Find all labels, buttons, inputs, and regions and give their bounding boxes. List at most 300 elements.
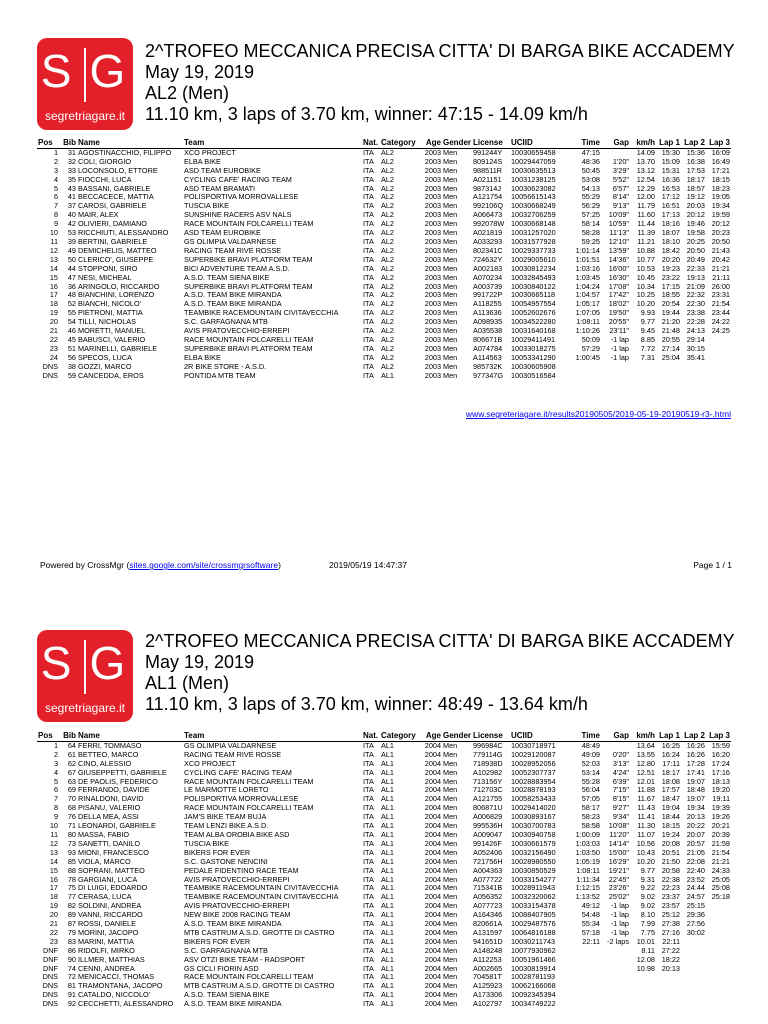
table-cell: DEMICHELIS, MATTEO <box>78 246 157 255</box>
table-cell: 63 <box>67 777 76 786</box>
table-cell: 10029120087 <box>511 750 556 759</box>
table-cell: 17:15 <box>661 282 680 291</box>
table-cell: Men <box>443 229 458 238</box>
table-row <box>37 876 731 885</box>
table-cell: Men <box>443 148 458 157</box>
table-cell: 2004 <box>424 964 441 973</box>
table-cell <box>706 363 731 372</box>
table-cell: 16:51 <box>661 202 680 211</box>
table-cell: ITA <box>363 875 374 884</box>
table-cell: 22:11 <box>582 937 600 946</box>
table-cell: 2003 <box>424 193 441 202</box>
race-title: 2^TROFEO MECCANICA PRECISA CITTA' DI BARGA BIKE ACCADEMY <box>145 631 735 651</box>
table-cell: Men <box>443 804 458 813</box>
table-cell: 10030659458 <box>511 148 556 157</box>
table-cell: 12.51 <box>636 768 655 777</box>
table-cell: 27:16 <box>661 928 680 937</box>
column-header: Lap 1 <box>659 139 680 147</box>
table-cell: TUSCIA BIKE <box>184 839 230 848</box>
table-cell: ASD TEAM EUROBIKE <box>184 229 261 238</box>
table-cell: -1 lap <box>610 344 629 353</box>
table-cell: DNS <box>42 982 58 991</box>
table-row <box>37 956 731 965</box>
table-cell <box>601 991 630 1000</box>
table-cell: 704581T <box>473 973 502 982</box>
table-cell: Men <box>443 309 458 318</box>
column-header: Category <box>381 139 416 147</box>
table-cell: AL1 <box>381 920 394 929</box>
table-cell: 13.70 <box>636 157 655 166</box>
table-cell: Men <box>443 902 458 911</box>
table-cell: 1:10:26 <box>575 327 600 336</box>
table-cell: 8 <box>53 211 58 220</box>
table-cell: 22:32 <box>686 291 705 300</box>
table-cell: 2003 <box>424 273 441 282</box>
table-cell: 29:14 <box>686 335 705 344</box>
table-cell: 1:12:15 <box>575 884 600 893</box>
table-cell: 16 <box>49 875 58 884</box>
table-cell: XCO PROJECT <box>184 148 236 157</box>
print-datetime: 2019/05/19 14:47:37 <box>329 560 407 570</box>
table-cell: 1:01:51 <box>575 255 600 264</box>
table-cell: MTB CASTRUM A.S.D. GROTTE DI CASTRO <box>184 928 335 937</box>
table-header-row <box>37 139 731 148</box>
race-date: May 19, 2019 <box>145 652 255 672</box>
table-cell: 10031257020 <box>511 229 556 238</box>
table-cell: 10.20 <box>636 300 655 309</box>
table-cell: 19:07 <box>686 795 705 804</box>
table-cell: 2003 <box>424 318 441 327</box>
table-cell: GOZZI, MARCO <box>78 362 132 371</box>
table-cell: Men <box>443 786 458 795</box>
table-cell: 19:46 <box>686 220 705 229</box>
table-cell: 20:25 <box>686 237 705 246</box>
table-cell: Men <box>443 893 458 902</box>
table-cell: 2003 <box>424 282 441 291</box>
table-row <box>37 786 731 795</box>
table-cell: 46 <box>67 327 76 336</box>
table-cell <box>706 1000 731 1009</box>
table-cell: 19:11 <box>712 795 730 804</box>
table-cell: 10.34 <box>636 282 655 291</box>
table-cell: 49:09 <box>581 750 600 759</box>
table-cell: 1:11:34 <box>576 875 600 884</box>
table-cell: 35 <box>67 175 76 184</box>
table-cell: BERTINI, GABRIELE <box>78 237 148 246</box>
table-cell: ITA <box>363 786 374 795</box>
table-cell: 985732K <box>473 362 503 371</box>
table-row <box>37 220 731 229</box>
table-cell: 10034522280 <box>511 318 556 327</box>
table-cell <box>656 973 681 982</box>
table-cell <box>681 982 706 991</box>
table-cell: 2003 <box>424 344 441 353</box>
column-header: Name <box>78 139 100 147</box>
table-cell: ITA <box>363 327 374 336</box>
table-cell: 10030819914 <box>511 964 556 973</box>
table-cell: 59:25 <box>581 237 600 246</box>
table-cell: 47 <box>67 273 76 282</box>
table-cell: 22:40 <box>686 866 705 875</box>
table-cell: ITA <box>363 750 374 759</box>
table-cell: Men <box>443 318 458 327</box>
table-cell: -1 lap <box>610 335 629 344</box>
column-header: Pos <box>38 139 53 147</box>
table-cell: 1:03:16 <box>575 264 600 273</box>
table-cell <box>706 345 731 354</box>
table-cell: A066473 <box>473 211 503 220</box>
table-cell: A102982 <box>473 768 503 777</box>
table-row <box>37 202 731 211</box>
table-cell: 10032845493 <box>511 273 556 282</box>
table-cell: ITA <box>363 291 374 300</box>
table-cell: AL1 <box>381 991 394 1000</box>
table-cell: 8.85 <box>640 335 655 344</box>
table-cell: 10.45 <box>636 273 655 282</box>
table-cell: 16'30" <box>608 273 629 282</box>
table-cell: ITA <box>363 777 374 786</box>
table-cell: 49:12 <box>581 902 600 911</box>
table-row <box>37 867 731 876</box>
table-cell: 809124S <box>473 157 503 166</box>
table-cell: 17'42" <box>608 291 629 300</box>
table-cell: 820661A <box>473 920 503 929</box>
table-row <box>37 363 731 372</box>
table-cell: 2003 <box>424 175 441 184</box>
race-summary: 11.10 km, 3 laps of 3.70 km, winner: 47:15 - 14.09 km/h <box>145 104 588 124</box>
table-cell <box>656 982 681 991</box>
table-cell: AL1 <box>381 911 394 920</box>
table-cell: 20:49 <box>686 255 705 264</box>
table-cell: 2003 <box>424 309 441 318</box>
table-cell: AL2 <box>381 202 394 211</box>
table-cell: Men <box>443 344 458 353</box>
table-cell: 15 <box>49 866 58 875</box>
table-cell <box>706 911 731 920</box>
table-cell: 2004 <box>424 786 441 795</box>
table-cell: 18'02" <box>608 300 629 309</box>
table-cell: 20:50 <box>686 246 705 255</box>
table-cell: ITA <box>363 813 374 822</box>
table-cell: Men <box>443 848 458 857</box>
table-cell: BIKERS FOR EVER <box>184 937 251 946</box>
table-cell <box>706 902 731 911</box>
table-cell: Men <box>443 920 458 929</box>
table-cell: Men <box>443 875 458 884</box>
table-cell: 3 <box>53 166 58 175</box>
table-cell: 7'15" <box>612 786 629 795</box>
table-cell: ILLMER, MATTHIAS <box>78 955 145 964</box>
column-header: Lap 2 <box>684 732 705 740</box>
table-cell: RIDOLFI, MIRKO <box>78 946 135 955</box>
table-cell: GS OLIMPIA VALDARNESE <box>184 237 277 246</box>
table-cell: 2004 <box>424 866 441 875</box>
table-cell: ITA <box>363 964 374 973</box>
crossmgr-link[interactable]: sites.google.com/site/crossmgrsoftware <box>129 560 279 570</box>
table-cell: 24:44 <box>686 884 705 893</box>
table-cell: AL1 <box>381 759 394 768</box>
table-cell: 71 <box>67 822 76 831</box>
table-cell: 2003 <box>424 255 441 264</box>
table-cell: 20:08 <box>661 839 680 848</box>
table-cell <box>568 965 601 974</box>
table-cell: 25:08 <box>711 884 730 893</box>
table-cell: ITA <box>363 371 374 380</box>
table-row <box>37 309 731 318</box>
table-row <box>37 193 731 202</box>
table-cell <box>568 372 601 381</box>
table-row <box>37 751 731 760</box>
table-cell: 83 <box>67 937 76 946</box>
table-cell: 16:53 <box>661 184 680 193</box>
table-cell: 23:44 <box>711 309 730 318</box>
table-cell: RACE MOUNTAIN FOLCARELLI TEAM <box>184 804 314 813</box>
table-cell: 18:42 <box>661 246 680 255</box>
table-cell: AL1 <box>381 884 394 893</box>
table-cell: 1:03:45 <box>575 273 600 282</box>
table-cell: 23:52 <box>686 875 705 884</box>
table-cell: Men <box>443 741 458 750</box>
table-cell: Men <box>443 184 458 193</box>
column-header: Bib <box>63 139 76 147</box>
table-cell: 24:57 <box>686 893 705 902</box>
table-cell: 2004 <box>424 830 441 839</box>
table-cell: 48:36 <box>581 157 600 166</box>
table-cell: ITA <box>363 937 374 946</box>
table-cell <box>681 965 706 974</box>
table-cell <box>706 372 731 381</box>
table-cell: 2004 <box>424 768 441 777</box>
table-cell: 18:48 <box>686 786 705 795</box>
table-cell: Men <box>443 928 458 937</box>
table-cell: RACE MOUNTAIN FOLCARELLI TEAM <box>184 777 314 786</box>
table-cell: ITA <box>363 211 374 220</box>
table-cell: LOCONSOLO, ETTORE <box>78 166 158 175</box>
table-cell: DNS <box>42 991 58 1000</box>
table-cell: 19'50" <box>608 309 629 318</box>
table-cell: 1:08:11 <box>576 318 600 327</box>
table-cell: 13.12 <box>636 166 655 175</box>
table-cell: 779114G <box>473 750 503 759</box>
table-cell <box>656 363 681 372</box>
table-cell: 20:51 <box>661 848 680 857</box>
table-cell: ITA <box>363 309 374 318</box>
table-cell: 10030940758 <box>511 830 556 839</box>
table-cell: DNS <box>42 371 58 380</box>
table-cell: 11.60 <box>637 211 655 220</box>
table-cell: 19:39 <box>711 804 730 813</box>
table-cell: 19 <box>49 309 58 318</box>
table-cell: 724632Y <box>473 255 503 264</box>
table-cell: 10033018275 <box>511 344 556 353</box>
table-row <box>37 741 731 750</box>
table-cell: 2003 <box>424 335 441 344</box>
table-cell: 13'59" <box>608 246 629 255</box>
table-cell: 5 <box>53 184 58 193</box>
table-row <box>37 991 731 1000</box>
table-cell: 56:29 <box>581 202 600 211</box>
table-cell: AL2 <box>381 220 394 229</box>
table-row <box>37 247 731 256</box>
table-cell: 19:12 <box>686 193 705 202</box>
table-cell: 715341B <box>473 884 503 893</box>
table-cell: 15:59 <box>711 741 730 750</box>
table-cell: 16:38 <box>686 157 705 166</box>
table-cell: 10028952056 <box>511 759 556 768</box>
table-cell: 10.43 <box>636 848 655 857</box>
table-row <box>37 778 731 787</box>
table-cell: 79 <box>67 928 76 937</box>
table-row <box>37 336 731 345</box>
table-cell: 30:15 <box>686 344 705 353</box>
table-cell: 11.79 <box>637 202 655 211</box>
logo-divider <box>84 640 86 694</box>
table-cell: 20:12 <box>711 220 730 229</box>
table-cell: 2003 <box>424 237 441 246</box>
table-cell: AVIS PRATOVECCHIO-ERREPI <box>184 875 290 884</box>
table-cell: 7.72 <box>640 344 655 353</box>
table-cell: FERRI, TOMMASO <box>78 741 142 750</box>
table-cell: 9.02 <box>640 902 655 911</box>
table-cell: 20:22 <box>686 822 705 831</box>
table-cell <box>601 973 630 982</box>
table-cell: A148248 <box>473 946 503 955</box>
table-cell: 4 <box>53 768 58 777</box>
table-cell: 713156Y <box>473 777 503 786</box>
results-url-link[interactable]: www.segreteriagare.it/results20190505/2019-05-19-20190519-r3-.html <box>465 409 731 419</box>
table-cell: 8'14" <box>612 193 629 202</box>
table-cell: DI LUIGI, EDOARDO <box>78 884 148 893</box>
table-cell: RICCHIUTI, ALESSANDRO <box>78 229 169 238</box>
table-cell: 9.77 <box>640 866 655 875</box>
table-cell: 1 <box>53 741 58 750</box>
table-cell: AL1 <box>381 830 394 839</box>
table-row <box>37 938 731 947</box>
table-cell: 55 <box>67 309 76 318</box>
table-cell: AL2 <box>381 309 394 318</box>
table-cell: A.S.D. TEAM BIKE MIRANDA <box>184 300 282 309</box>
table-cell: 22:23 <box>661 884 680 893</box>
table-cell: Men <box>443 964 458 973</box>
table-cell <box>630 1000 656 1009</box>
table-cell: 10054957554 <box>511 300 556 309</box>
table-cell: A131597 <box>473 928 503 937</box>
table-cell <box>568 363 601 372</box>
table-cell: 2003 <box>424 291 441 300</box>
table-cell: 9.31 <box>640 875 655 884</box>
column-header: Age <box>425 732 441 740</box>
table-cell: AL1 <box>381 813 394 822</box>
table-cell: 20:57 <box>686 839 705 848</box>
table-cell <box>630 973 656 982</box>
table-cell: 2004 <box>424 813 441 822</box>
table-cell: 14 <box>49 264 58 273</box>
table-cell: 10056615143 <box>511 193 556 202</box>
table-cell: Men <box>443 839 458 848</box>
table-cell <box>630 372 656 381</box>
table-cell: 1:04:24 <box>575 282 600 291</box>
table-cell: 10062166068 <box>511 982 556 991</box>
table-cell: A164346 <box>473 911 503 920</box>
table-cell: 1:03:03 <box>575 839 600 848</box>
table-cell: 5 <box>53 777 58 786</box>
table-row <box>37 965 731 974</box>
table-cell: 2004 <box>424 920 441 929</box>
table-cell: A035538 <box>473 327 503 336</box>
table-cell: TEAM ALBA OROBIA BIKE ASD <box>184 830 290 839</box>
table-cell: A112253 <box>473 955 502 964</box>
table-cell: 2004 <box>424 839 441 848</box>
table-cell: 10030623082 <box>511 184 556 193</box>
table-cell: 24:25 <box>711 327 730 336</box>
table-cell: AL2 <box>381 255 394 264</box>
table-cell: 9.02 <box>640 893 655 902</box>
table-row <box>37 884 731 893</box>
table-cell: 91 <box>67 991 76 1000</box>
table-cell: 39 <box>67 237 76 246</box>
table-cell: ITA <box>363 353 374 362</box>
table-cell: AL1 <box>381 964 394 973</box>
table-cell: 21:43 <box>711 246 730 255</box>
table-cell: 21 <box>49 920 58 929</box>
table-cell: 11.43 <box>637 804 655 813</box>
table-cell: 16:26 <box>686 750 705 759</box>
table-cell: A.S.D. TEAM BIKE MIRANDA <box>184 920 282 929</box>
table-cell: 48:49 <box>581 741 600 750</box>
table-cell: 52:03 <box>581 759 600 768</box>
table-cell: 87 <box>67 920 76 929</box>
table-cell: 21:54 <box>711 300 730 309</box>
table-cell: 15:30 <box>661 148 680 157</box>
table-cell: 12.08 <box>636 955 655 964</box>
table-cell: 10064816188 <box>511 928 556 937</box>
table-cell: ITA <box>363 300 374 309</box>
table-cell: 10031238125 <box>511 175 556 184</box>
table-cell: 19:34 <box>711 202 730 211</box>
table-cell: 9'13" <box>612 202 629 211</box>
table-cell: Men <box>443 750 458 759</box>
table-cell: 7 <box>53 202 58 211</box>
table-cell: 9 <box>53 813 58 822</box>
table-cell: 2004 <box>424 848 441 857</box>
table-cell: 17:53 <box>686 166 705 175</box>
table-cell: 16:26 <box>686 741 705 750</box>
table-cell: 2004 <box>424 875 441 884</box>
table-cell: 2003 <box>424 264 441 273</box>
table-cell <box>601 956 630 965</box>
table-cell: 1:05:17 <box>575 300 600 309</box>
table-cell: TRAMONTANA, JACOPO <box>78 982 163 991</box>
table-cell: CYCLING CAFE' RACING TEAM <box>184 175 292 184</box>
table-cell: Men <box>443 973 458 982</box>
table-cell: 86 <box>67 946 76 955</box>
table-cell: NEW BIKE 2008 RACING TEAM <box>184 911 291 920</box>
table-cell: 10030718971 <box>511 741 556 750</box>
table-cell: RACING TEAM RIVE ROSSE <box>184 246 282 255</box>
table-cell: ITA <box>363 902 374 911</box>
table-cell: CYCLING CAFE' RACING TEAM <box>184 768 292 777</box>
table-cell: ITA <box>363 335 374 344</box>
table-cell: 20:13 <box>661 964 680 973</box>
table-cell: 988511R <box>473 166 503 175</box>
table-cell: 2004 <box>424 928 441 937</box>
table-cell: 10030700783 <box>511 822 556 831</box>
table-cell: 1:00:09 <box>575 830 600 839</box>
table-cell: 3'13" <box>612 759 629 768</box>
table-cell: 20:13 <box>686 813 705 822</box>
table-cell <box>681 947 706 956</box>
table-cell: 10028980550 <box>511 857 556 866</box>
